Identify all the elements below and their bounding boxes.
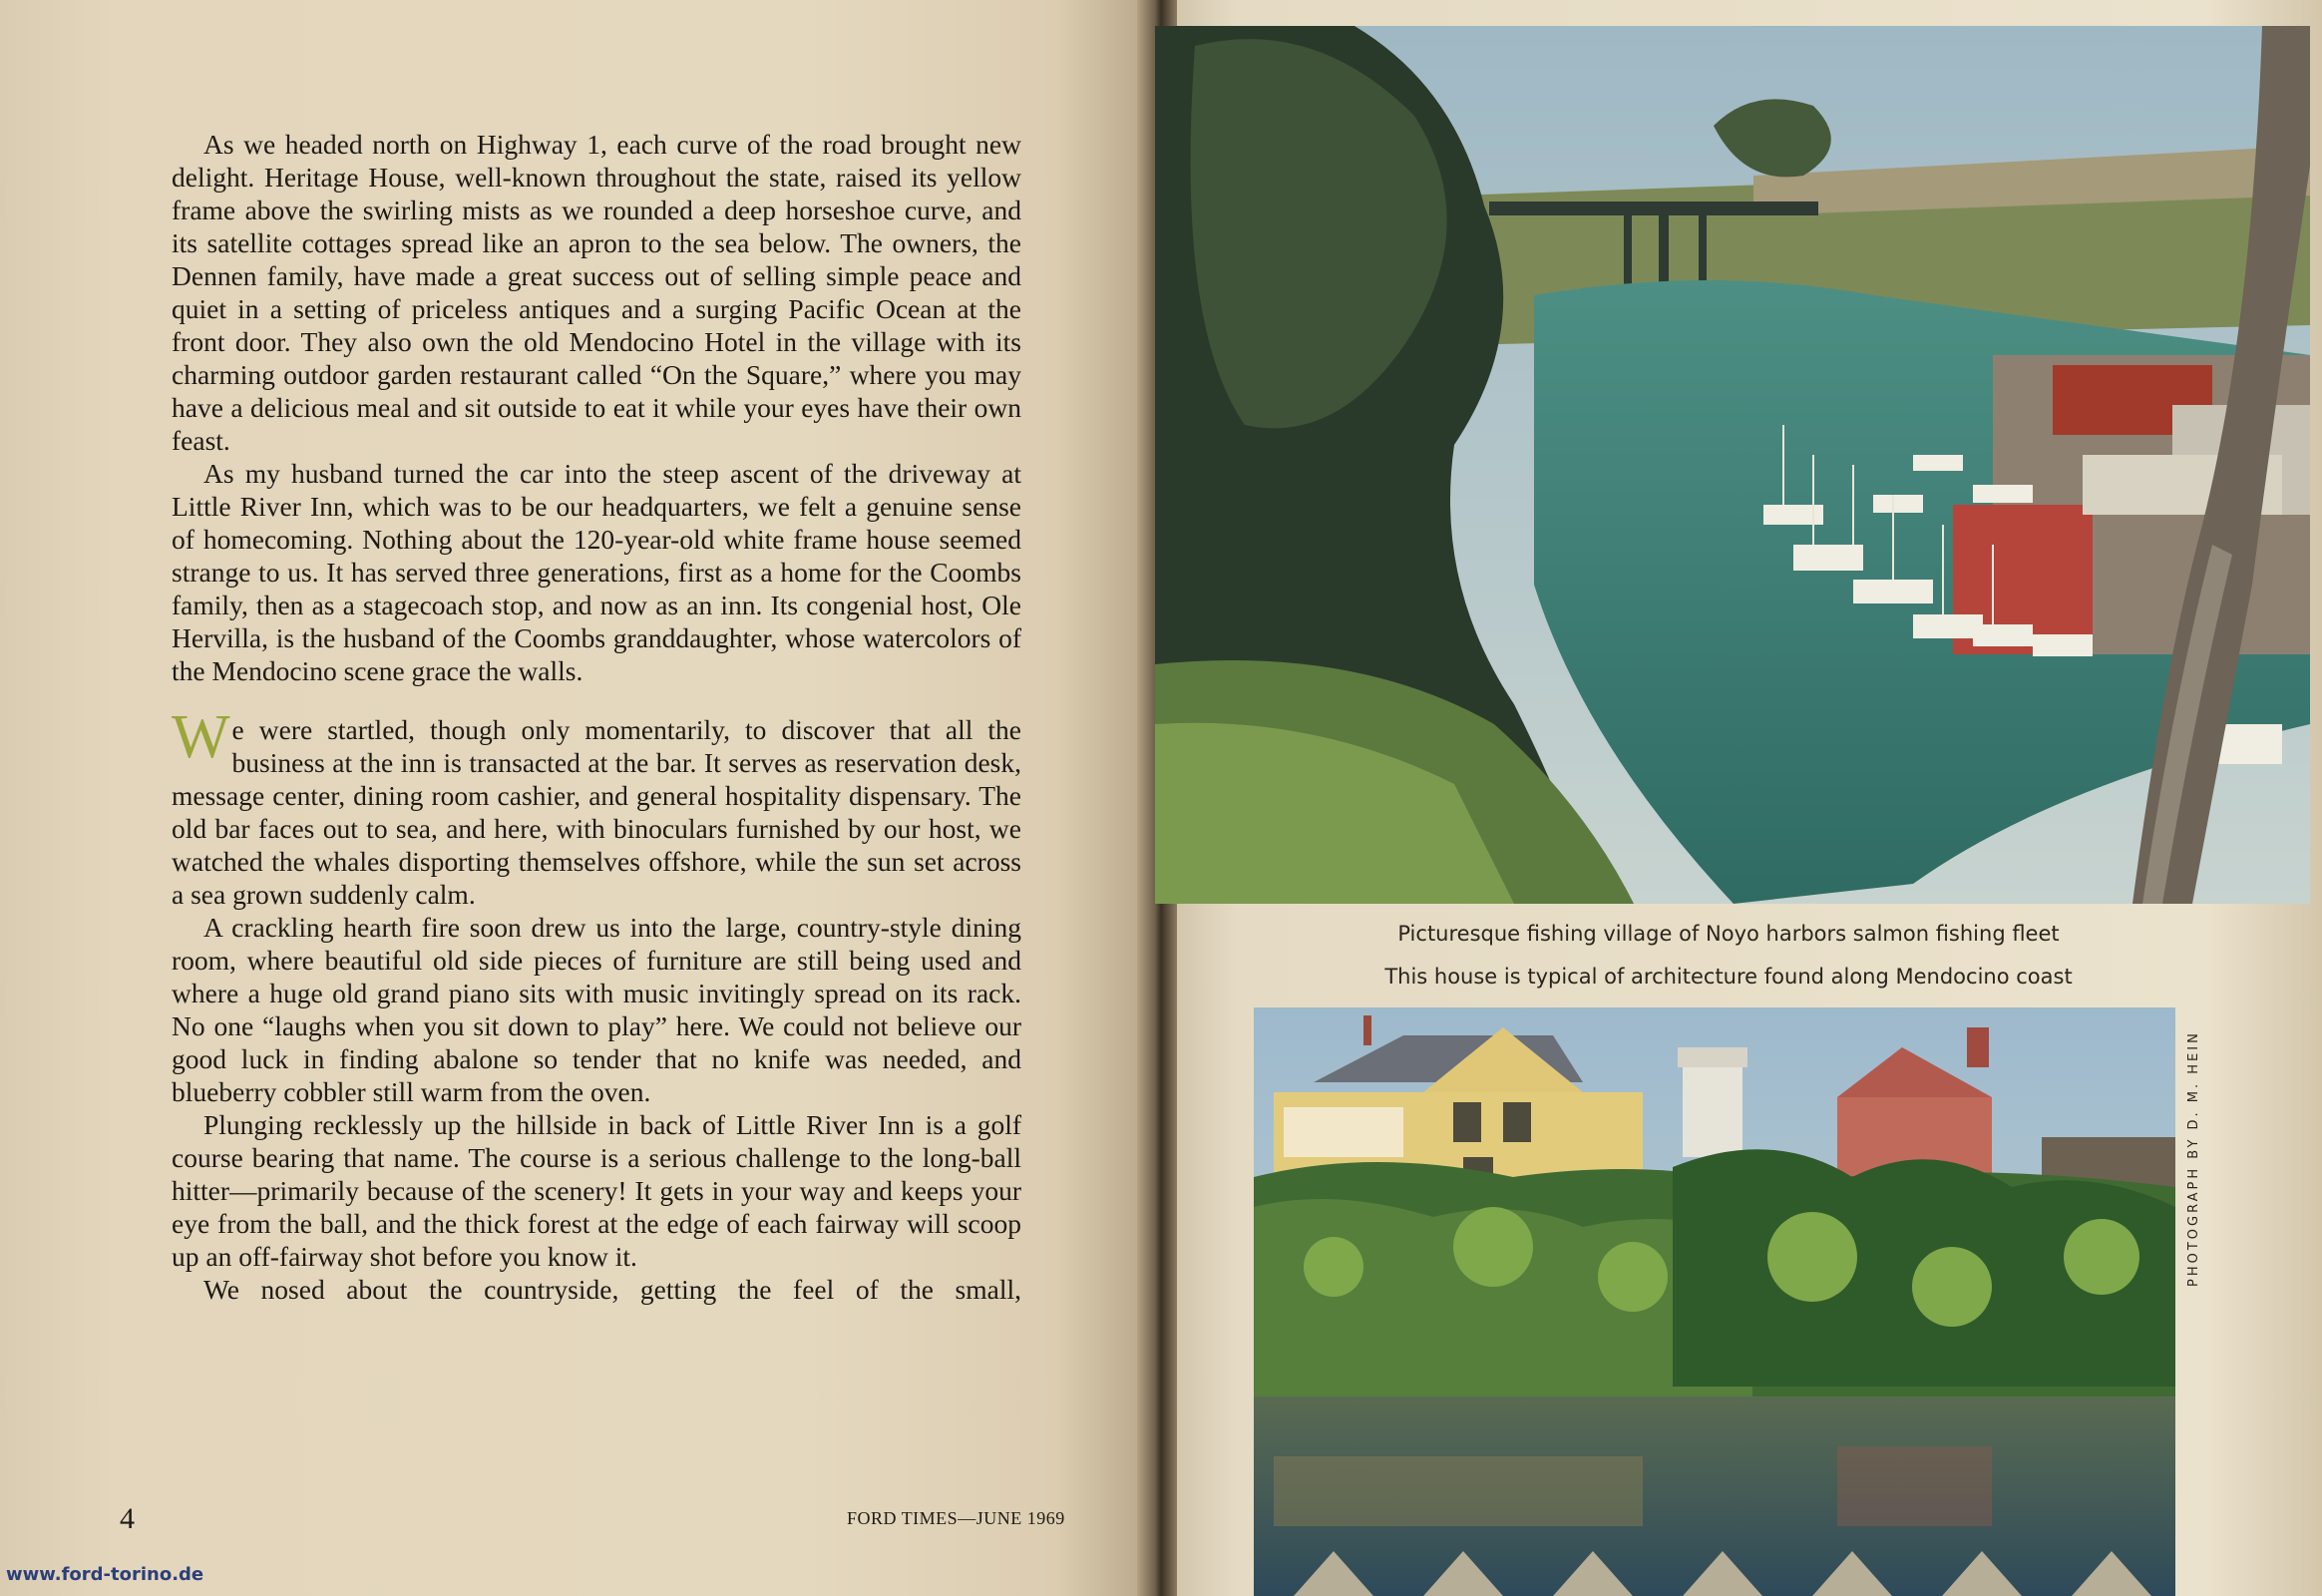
house-photo-image (1254, 1007, 2175, 1596)
house-photo (1254, 1007, 2175, 1596)
article-paragraph: As we headed north on Highway 1, each curve of the road brought new delight. Heritage House, well-known throughout the state, raised its yellow frame above the swirling mists as we rounded a deep horseshoe curve, and its satellite cottages spread like an apron to the sea below. The owners, the Dennen family, have made a great success out of selling simple peace and quiet in a setting of priceless antiques and a surging Pacific Ocean at the front door. They also own the old Mendocino Hotel in the village with its charming outdoor garden restaurant called “On the Square,” where you may have a delicious meal and sit outside to eat it while your eyes have their own feast. (172, 129, 1021, 456)
photo-credit (2186, 1007, 2210, 1287)
photo-credit-text: PHOTOGRAPH BY D. M. HEIN (2186, 1030, 2201, 1287)
article-body (172, 128, 1021, 1306)
watermark: www.ford-torino.de (6, 1564, 204, 1585)
photo-caption-bottom: This house is typical of architecture found along Mendocino coast (1384, 965, 2073, 989)
photo-caption-top: Picturesque fishing village of Noyo harbors salmon fishing fleet (1397, 922, 2060, 946)
dropcap-paragraph-text: e were startled, though only momentarily, to discover that all the business at the inn is transacted at the bar. It serves as reservation desk, message center, dining room cashier, and general hospitality dispensary. The old bar faces out to sea, and here, with binoculars furnished by our host, we watched the whales disporting themselves offshore, while the sun set across a sea grown suddenly calm. (172, 714, 1021, 910)
article-paragraph: We nosed about the countryside, getting the feel of the small, (203, 1274, 1021, 1305)
dropcap-paragraph (172, 703, 1021, 911)
running-footer: FORD TIMES—JUNE 1969 (847, 1508, 1065, 1528)
harbor-photo-image (1155, 26, 2310, 904)
article-paragraph: Plunging recklessly up the hillside in back of Little River Inn is a golf course bearing that name. The course is a serious challenge to the long-ball hitter—primarily because of the scenery! It gets in your way and keeps your eye from the ball, and the thick forest at the edge of each fairway will scoop up an off-fairway shot before you know it. (172, 1109, 1021, 1272)
page-number: 4 (120, 1502, 135, 1535)
article-paragraph: As my husband turned the car into the steep ascent of the driveway at Little River Inn, which was to be our headquarters, we felt a genuine sense of homecoming. Nothing about the 120-year-old white frame house seemed strange to us. It has served three generations, first as a home for the Coombs family, then as a stagecoach stop, and now as an inn. Its congenial host, Ole Hervilla, is the husband of the Coombs granddaughter, whose watercolors of the Mendocino scene grace the walls. (172, 458, 1021, 686)
harbor-photo (1155, 26, 2310, 904)
dropcap-letter: W (172, 703, 230, 771)
article-paragraph: A crackling hearth fire soon drew us into the large, country-style dining room, where beautiful old side pieces of furniture are still being used and where a huge old grand piano sits with music invitingly spread on its rack. No one “laughs when you sit down to play” here. We could not believe our good luck in finding abalone so tender that no knife was needed, and blueberry cobbler still warm from the oven. (172, 912, 1021, 1107)
